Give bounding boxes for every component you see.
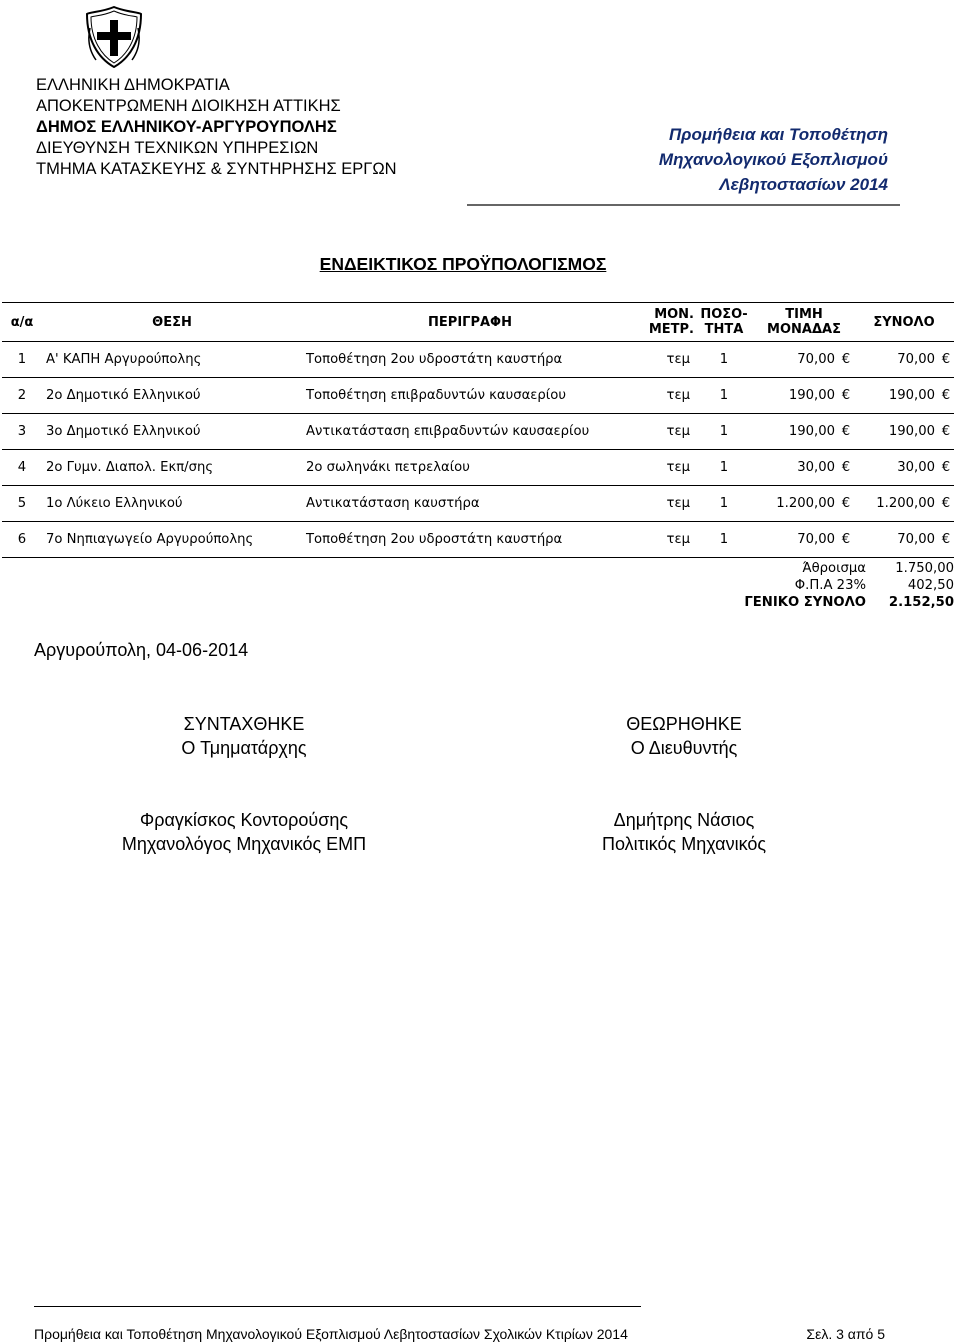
cell-aa: 5 [2, 486, 42, 522]
header-price [754, 303, 854, 342]
cell-thesi: Α' ΚΑΠΗ Αργυρούπολης [42, 342, 302, 378]
cell-thesi: 2ο Γυμν. Διαπολ. Εκπ/σης [42, 450, 302, 486]
signature-left-title: Μηχανολόγος Μηχανικός ΕΜΠ [121, 834, 367, 854]
signature-left-action: ΣΥΝΤΑΧΘΗΚΕ [183, 714, 305, 734]
total-value: 190,00 [888, 388, 935, 403]
org-line-administration: ΑΠΟΚΕΝΤΡΩΜΕΝΗ ΔΙΟΙΚΗΣΗ ΑΤΤΙΚΗΣ [36, 97, 341, 115]
euro-sign: € [841, 532, 851, 547]
footer-text: Προμήθεια και Τοποθέτηση Μηχανολογικού Εξοπλισμού Λεβητοστασίων Σχολικών Κτιρίων 2014 [34, 1326, 628, 1342]
price-value: 190,00 [788, 388, 835, 403]
place-date: Αργυρούπολη, 04-06-2014 [34, 640, 249, 660]
cell-total [854, 522, 954, 558]
project-line-3: Λεβητοστασίων 2014 [719, 175, 888, 194]
org-line-country: ΕΛΛΗΝΙΚΗ ΔΗΜΟΚΡΑΤΙΑ [36, 76, 230, 94]
cell-qty: 1 [694, 378, 754, 414]
header-price-line-1: ΤΙΜΗ [785, 307, 823, 322]
signature-right-heading [514, 712, 854, 760]
signature-right-role: Ο Διευθυντής [630, 738, 738, 758]
table-row [2, 342, 954, 378]
sum-value: 1.750,00 [895, 561, 954, 576]
cell-unit: τεμ [638, 450, 694, 486]
header-divider [467, 204, 900, 206]
cell-aa: 2 [2, 378, 42, 414]
total-value: 70,00 [897, 352, 935, 367]
cell-price [754, 414, 854, 450]
price-value: 190,00 [788, 424, 835, 439]
table-header-row [2, 303, 954, 342]
price-value: 30,00 [797, 460, 835, 475]
cell-perigrafi: Τοποθέτηση 2ου υδροστάτη καυστήρα [302, 342, 638, 378]
euro-sign: € [941, 352, 951, 367]
cell-perigrafi: Τοποθέτηση 2ου υδροστάτη καυστήρα [302, 522, 638, 558]
cell-total [854, 342, 954, 378]
cell-qty: 1 [694, 450, 754, 486]
vat-label: Φ.Π.Α 23% [794, 578, 866, 593]
organization-header [36, 75, 397, 180]
cell-aa: 1 [2, 342, 42, 378]
cell-total [854, 378, 954, 414]
cell-qty: 1 [694, 414, 754, 450]
project-title [659, 122, 888, 197]
cell-price [754, 522, 854, 558]
table-row [2, 378, 954, 414]
cell-price [754, 342, 854, 378]
totals-grand-row [744, 594, 954, 611]
euro-sign: € [841, 496, 851, 511]
header-unit-line-2: ΜΕΤΡ. [648, 322, 694, 337]
cell-perigrafi: Αντικατάσταση επιβραδυντών καυσαερίου [302, 414, 638, 450]
cell-unit: τεμ [638, 414, 694, 450]
price-value: 70,00 [797, 352, 835, 367]
project-line-1: Προμήθεια και Τοποθέτηση [668, 125, 888, 144]
cell-aa: 4 [2, 450, 42, 486]
signature-left-person [74, 808, 414, 856]
total-value: 190,00 [888, 424, 935, 439]
document-title-text: ΕΝΔΕΙΚΤΙΚΟΣ ΠΡΟΫΠΟΛΟΓΙΣΜΟΣ [319, 254, 607, 274]
org-line-municipality: ΔΗΜΟΣ ΕΛΛΗΝΙΚΟΥ-ΑΡΓΥΡΟΥΠΟΛΗΣ [36, 118, 337, 136]
header-thesi: ΘΕΣΗ [42, 303, 302, 342]
header-qty [694, 303, 754, 342]
cell-price [754, 486, 854, 522]
cell-unit: τεμ [638, 342, 694, 378]
cell-thesi: 3ο Δημοτικό Ελληνικού [42, 414, 302, 450]
project-line-2: Μηχανολογικού Εξοπλισμού [658, 150, 888, 169]
sum-label: Άθροισμα [802, 561, 866, 576]
euro-sign: € [941, 532, 951, 547]
cell-unit: τεμ [638, 378, 694, 414]
page-number: Σελ. 3 από 5 [806, 1326, 885, 1342]
euro-sign: € [941, 460, 951, 475]
table-row [2, 414, 954, 450]
table-row [2, 450, 954, 486]
footer-divider [34, 1306, 641, 1307]
org-line-directorate: ΔΙΕΥΘΥΝΣΗ ΤΕΧΝΙΚΩΝ ΥΠΗΡΕΣΙΩΝ [36, 139, 319, 157]
cell-total [854, 486, 954, 522]
cell-total [854, 450, 954, 486]
signature-right-title: Πολιτικός Μηχανικός [601, 834, 767, 854]
cell-perigrafi: 2ο σωληνάκι πετρελαίου [302, 450, 638, 486]
grand-total-value: 2.152,50 [888, 595, 954, 610]
cell-price [754, 378, 854, 414]
euro-sign: € [841, 460, 851, 475]
cell-thesi: 2ο Δημοτικό Ελληνικού [42, 378, 302, 414]
greek-coat-of-arms-icon [84, 6, 144, 68]
euro-sign: € [841, 424, 851, 439]
totals-block [744, 560, 954, 611]
document-title [0, 254, 926, 275]
totals-sum-row [744, 560, 954, 577]
signature-left-role: Ο Τμηματάρχης [181, 738, 307, 758]
grand-total-label: ΓΕΝΙΚΟ ΣΥΝΟΛΟ [744, 595, 866, 610]
header-total: ΣΥΝΟΛΟ [854, 303, 954, 342]
euro-sign: € [941, 424, 951, 439]
signature-right-person [514, 808, 854, 856]
signature-left-heading [74, 712, 414, 760]
signature-left-name: Φραγκίσκος Κοντορούσης [139, 810, 349, 830]
cell-unit: τεμ [638, 486, 694, 522]
signature-right-action: ΘΕΩΡΗΘΗΚΕ [626, 714, 742, 734]
cell-thesi: 7ο Νηπιαγωγείο Αργυρούπολης [42, 522, 302, 558]
total-value: 30,00 [897, 460, 935, 475]
org-line-department: ΤΜΗΜΑ ΚΑΤΑΣΚΕΥΗΣ & ΣΥΝΤΗΡΗΣΗΣ ΕΡΓΩΝ [36, 160, 397, 178]
signature-right-name: Δημήτρης Νάσιος [613, 810, 755, 830]
price-value: 1.200,00 [776, 496, 835, 511]
price-value: 70,00 [797, 532, 835, 547]
euro-sign: € [841, 352, 851, 367]
cell-aa: 6 [2, 522, 42, 558]
budget-table [2, 302, 954, 558]
euro-sign: € [841, 388, 851, 403]
vat-value: 402,50 [907, 578, 954, 593]
header-qty-line-2: ΤΗΤΑ [704, 322, 744, 337]
euro-sign: € [941, 496, 951, 511]
totals-vat-row [744, 577, 954, 594]
cell-qty: 1 [694, 342, 754, 378]
header-aa: α/α [2, 303, 42, 342]
cell-perigrafi: Τοποθέτηση επιβραδυντών καυσαερίου [302, 378, 638, 414]
table-row [2, 522, 954, 558]
header-perigrafi: ΠΕΡΙΓΡΑΦΗ [302, 303, 638, 342]
cell-perigrafi: Αντικατάσταση καυστήρα [302, 486, 638, 522]
cell-qty: 1 [694, 486, 754, 522]
table-row [2, 486, 954, 522]
cell-qty: 1 [694, 522, 754, 558]
euro-sign: € [941, 388, 951, 403]
header-unit [638, 303, 694, 342]
header-unit-line-1: ΜΟΝ. [654, 307, 694, 322]
header-price-line-2: ΜΟΝΑΔΑΣ [767, 322, 841, 337]
header-qty-line-1: ΠΟΣΟ- [700, 307, 748, 322]
cell-total [854, 414, 954, 450]
cell-aa: 3 [2, 414, 42, 450]
cell-price [754, 450, 854, 486]
total-value: 70,00 [897, 532, 935, 547]
total-value: 1.200,00 [876, 496, 935, 511]
cell-unit: τεμ [638, 522, 694, 558]
cell-thesi: 1ο Λύκειο Ελληνικού [42, 486, 302, 522]
